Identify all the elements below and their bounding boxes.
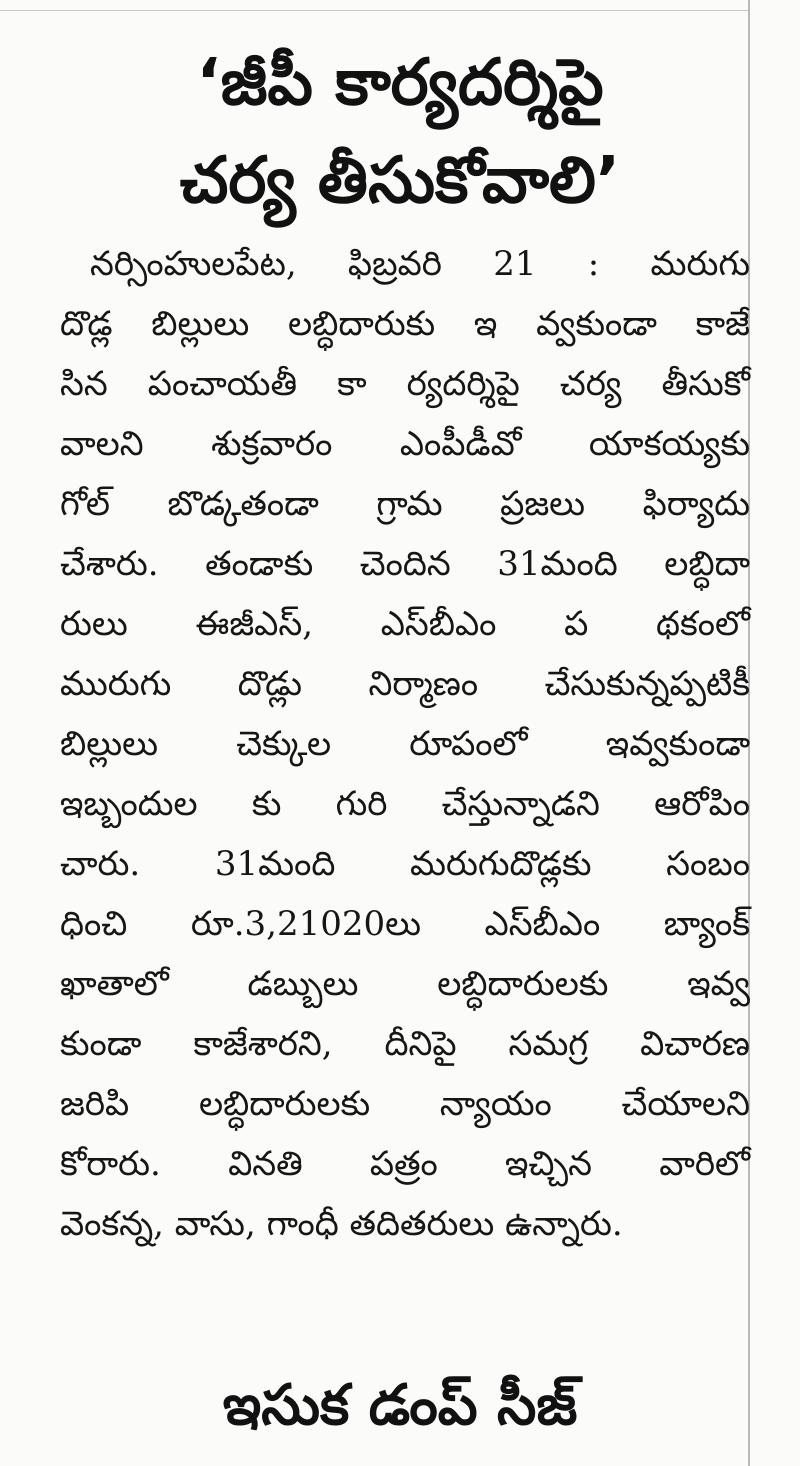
body-line: దొడ్ల బిల్లులు లబ్ధిదారుకు ఇ వ్వకుండా కాజే (60, 304, 750, 344)
body-line: మురుగు దొడ్లు నిర్మాణం చేసుకున్నప్పటికీ (60, 664, 750, 704)
body-line: చేశారు. తండాకు చెందిన 31మంది లబ్ధిదా (60, 544, 750, 584)
headline-line-2: చర్య తీసుకోవాలి’ (179, 144, 621, 218)
body-line: వెంకన్న, వాసు, గాంధీ తదితరులు ఉన్నారు. (60, 1204, 623, 1244)
body-line: గోల్ బొడ్కతండా గ్రామ ప్రజలు ఫిర్యాదు (60, 484, 750, 524)
next-article-headline: ఇసుక డంప్ సీజ్ (222, 1373, 578, 1438)
column-rule-top (0, 10, 750, 11)
body-line: ధించి రూ.3,21020లు ఎస్‌బీఎం బ్యాంక్ (60, 904, 750, 944)
body-line: జరిపి లబ్ధిదారులకు న్యాయం చేయాలని (60, 1084, 750, 1124)
body-line: చారు. 31మంది మరుగుదొడ్లకు సంబం (60, 844, 750, 884)
article-body (60, 234, 750, 1254)
body-line: కుండా కాజేశారని, దీనిపై సమగ్ర విచారణ (60, 1024, 750, 1064)
article-headline (0, 34, 800, 230)
body-line: ఇబ్బందుల కు గురి చేస్తున్నాడని ఆరోపిం (60, 784, 750, 824)
headline-line-1: ‘జీపీ కార్యదర్శిపై (196, 46, 604, 120)
body-line: సిన పంచాయతీ కా ర్యదర్శిపై చర్య తీసుకో (60, 364, 750, 404)
body-line: నర్సింహులపేట, ఫిబ్రవరి 21 : మరుగు (90, 244, 750, 284)
body-line: బిల్లులు చెక్కుల రూపంలో ఇవ్వకుండా (60, 724, 750, 764)
body-line: రులు ఈజీఎస్, ఎస్‌బీఎం ప థకంలో (60, 604, 750, 644)
body-line: కోరారు. వినతి పత్రం ఇచ్చిన వారిలో (60, 1144, 750, 1184)
body-line: ఖాతాలో డబ్బులు లబ్ధిదారులకు ఇవ్వ (60, 964, 750, 1004)
body-line: వాలని శుక్రవారం ఎంపీడీవో యాకయ్యకు (60, 424, 750, 464)
